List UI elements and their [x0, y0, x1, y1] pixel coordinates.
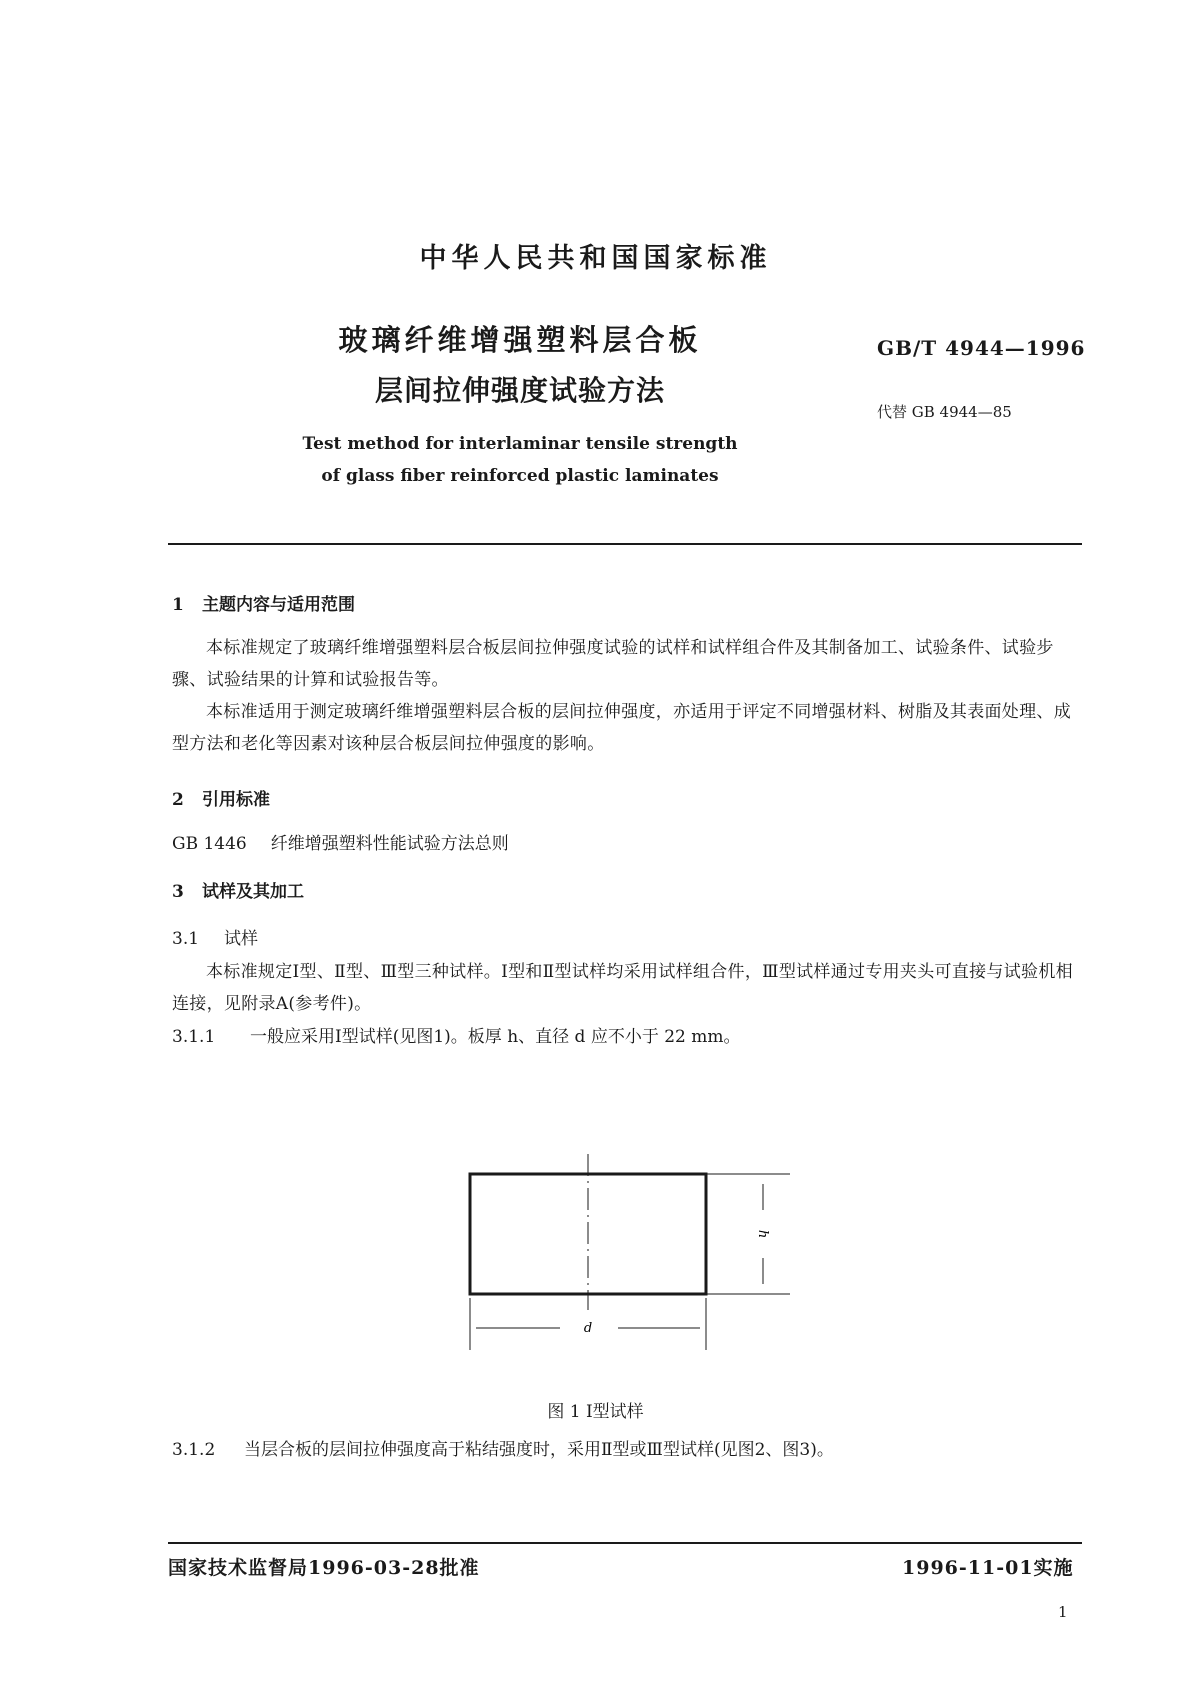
section-number: 1 [172, 595, 184, 615]
section-number: 3 [172, 882, 184, 902]
reference-title: 纤维增强塑料性能试验方法总则 [270, 834, 509, 854]
h-dimension-label: h [755, 1229, 770, 1239]
reference-code: GB 1446 [172, 834, 247, 854]
section-title: 试样及其加工 [202, 882, 304, 902]
effective-date: 1996-11-01实施 [902, 1557, 1074, 1579]
figure-1-caption: 图 1 Ⅰ型试样 [547, 1402, 644, 1422]
section-1-paragraph-2: 本标准适用于测定玻璃纤维增强塑料层合板的层间拉伸强度，亦适用于评定不同增强材料、树脂及其表面处理、成型方法和老化等因素对该种层合板层间拉伸强度的影响。 [172, 702, 1071, 754]
footer-divider [168, 1542, 1082, 1544]
section-title: 主题内容与适用范围 [202, 595, 355, 615]
standard-code: GB/T 4944—1996 [877, 336, 1086, 360]
reference-standard [172, 829, 509, 854]
section-1-heading [172, 590, 355, 615]
clause-3-1-2 [172, 1435, 834, 1460]
section-1-paragraph-1: 本标准规定了玻璃纤维增强塑料层合板层间拉伸强度试验的试样和试样组合件及其制备加工、试验条件、试验步骤、试验结果的计算和试验报告等。 [172, 638, 1054, 690]
d-dimension-label: d [583, 1321, 593, 1336]
clause-text: 一般应采用Ⅰ型试样(见图1)。板厚 h、直径 d 应不小于 22 mm。 [250, 1027, 741, 1047]
national-standard-heading: 中华人民共和国国家标准 [419, 243, 772, 274]
header-divider [168, 543, 1082, 545]
subsection-3-1-heading [172, 924, 258, 949]
clause-3-1-1 [172, 1022, 741, 1047]
section-2-heading [172, 785, 270, 810]
clause-number: 3.1.2 [172, 1440, 216, 1460]
subsection-title: 试样 [224, 929, 258, 949]
approval-note: 国家技术监督局1996-03-28批准 [168, 1557, 480, 1579]
clause-number: 3.1.1 [172, 1027, 216, 1047]
subsection-3-1-paragraph: 本标准规定Ⅰ型、Ⅱ型、Ⅲ型三种试样。Ⅰ型和Ⅱ型试样均采用试样组合件，Ⅲ型试样通过专用夹头可直接与试验机相连接，见附录A(参考件)。 [172, 962, 1073, 1014]
page-number: 1 [1058, 1603, 1068, 1621]
section-3-heading [172, 877, 304, 902]
title-zh-line2: 层间拉伸强度试验方法 [374, 374, 665, 407]
subsection-number: 3.1 [172, 929, 200, 949]
section-number: 2 [172, 790, 184, 810]
title-zh-line1: 玻璃纤维增强塑料层合板 [338, 323, 702, 357]
figure-1-specimen-diagram [440, 1150, 800, 1350]
title-en-line1: Test method for interlaminar tensile strength [302, 434, 738, 454]
title-en-line2: of glass fiber reinforced plastic laminates [321, 466, 719, 486]
clause-text: 当层合板的层间拉伸强度高于粘结强度时，采用Ⅱ型或Ⅲ型试样(见图2、图3)。 [244, 1440, 834, 1460]
section-title: 引用标准 [202, 790, 270, 810]
replaces-note: 代替 GB 4944—85 [877, 403, 1012, 421]
